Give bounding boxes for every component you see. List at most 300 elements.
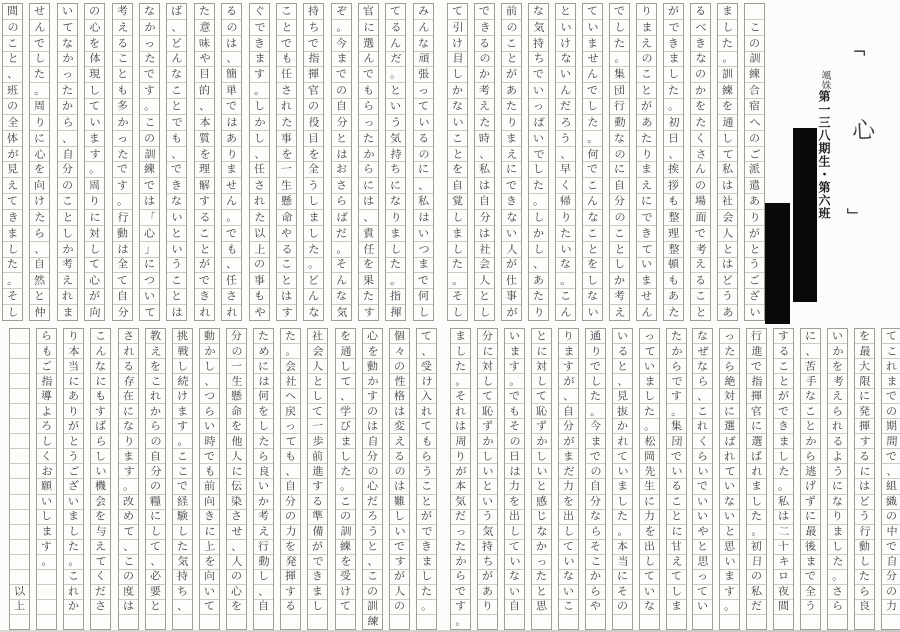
character-cell: で [747, 359, 766, 374]
character-cell: 行 [855, 525, 874, 540]
character-cell: き [637, 226, 656, 242]
character-cell: 持 [478, 540, 497, 555]
character-cell: キ [774, 555, 793, 570]
character-cell: 考 [610, 289, 629, 305]
character-cell: す [363, 305, 375, 320]
character-cell: あ [222, 131, 241, 147]
character-cell: 思 [532, 600, 551, 615]
character-cell: が [559, 374, 578, 389]
character-cell: た [747, 510, 766, 525]
character-cell: で [667, 374, 686, 389]
character-cell: こ [195, 226, 214, 242]
character-cell: ま [173, 404, 192, 419]
character-cell: る [414, 131, 433, 147]
text-column [280, 328, 301, 630]
character-cell: い [478, 495, 497, 510]
character-cell [586, 615, 605, 629]
character-cell: し [386, 242, 405, 258]
character-cell: 、 [227, 540, 246, 555]
character-cell: 格 [390, 389, 409, 404]
character-cell: の [637, 52, 656, 68]
text-column [166, 3, 187, 321]
character-cell: 場 [691, 194, 710, 210]
character-cell [828, 615, 847, 629]
character-cell: 。 [332, 20, 351, 36]
character-cell: け [556, 36, 575, 52]
character-cell: て [417, 419, 436, 434]
character-cell: 自 [58, 147, 77, 163]
character-cell: と [167, 289, 186, 305]
character-cell: 行 [113, 210, 132, 226]
character-cell: 進 [308, 464, 327, 479]
character-cell: こ [167, 83, 186, 99]
character-cell: 。 [30, 83, 49, 99]
character-cell: 、 [3, 67, 22, 83]
character-cell: さ [828, 585, 847, 600]
character-cell: 全 [304, 162, 323, 178]
character-cell: て [336, 374, 355, 389]
character-cell: あ [664, 289, 683, 305]
character-cell: に [227, 464, 246, 479]
character-cell: と [167, 99, 186, 115]
character-cell: が [745, 226, 764, 242]
character-cell: 今 [586, 419, 605, 434]
character-cell: へ [745, 115, 764, 131]
character-cell: す [363, 389, 382, 404]
character-cell: す [559, 359, 578, 374]
character-cell: 目 [304, 131, 323, 147]
character-cell: 。 [304, 258, 323, 274]
character-cell: ら [828, 404, 847, 419]
character-cell: っ [113, 131, 132, 147]
text-column [139, 3, 160, 321]
text-column [636, 3, 657, 321]
text-column [221, 3, 242, 321]
character-cell: り [533, 305, 545, 320]
character-cell: し [610, 258, 629, 274]
character-cell: 一 [277, 162, 296, 178]
character-cell: は [390, 479, 409, 494]
character-cell: す [119, 464, 138, 479]
character-cell: 、 [359, 210, 378, 226]
character-cell: こ [583, 226, 602, 242]
character-cell: に [828, 479, 847, 494]
character-cell: 自 [281, 479, 300, 494]
character-cell: き [167, 178, 186, 194]
character-cell: 周 [451, 434, 470, 449]
character-cell: 、 [801, 344, 820, 359]
character-cell: 、 [414, 178, 433, 194]
character-cell: 。 [332, 242, 351, 258]
character-cell: な [386, 194, 405, 210]
character-cell: を [195, 147, 214, 163]
character-cell: 以 [250, 226, 269, 242]
character-cell [10, 359, 29, 374]
character-cell: し [529, 210, 548, 226]
character-cell: い [254, 479, 273, 494]
character-cell: た [277, 115, 296, 131]
character-cell: な [119, 419, 138, 434]
character-cell: こ [583, 178, 602, 194]
character-cell: い [693, 464, 712, 479]
character-cell: を [336, 555, 355, 570]
character-cell: そ [448, 289, 467, 305]
character-cell: し [173, 525, 192, 540]
character-cell: り [30, 115, 49, 131]
character-cell: れ [198, 305, 211, 320]
character-cell: の [747, 570, 766, 585]
character-cell: え [58, 273, 77, 289]
character-cell: 組 [882, 479, 900, 494]
character-cell: ち [478, 555, 497, 570]
character-cell: し [417, 570, 436, 585]
character-cell: 抜 [613, 404, 632, 419]
character-cell: き [475, 20, 494, 36]
character-cell [745, 4, 764, 20]
character-cell: 動 [855, 540, 874, 555]
character-cell: ま [640, 374, 659, 389]
character-cell: い [532, 464, 551, 479]
character-cell: り [502, 115, 521, 131]
character-cell: 。 [718, 52, 737, 68]
character-cell: 伝 [227, 479, 246, 494]
character-cell: 心 [227, 585, 246, 600]
character-cell: 。 [140, 99, 159, 115]
character-cell: た [667, 329, 686, 344]
character-cell: 当 [64, 359, 83, 374]
character-cell: 考 [691, 242, 710, 258]
character-cell: い [167, 210, 186, 226]
character-cell: い [91, 464, 110, 479]
character-cell: 自 [610, 178, 629, 194]
character-cell: こ [586, 555, 605, 570]
character-cell: ま [386, 226, 405, 242]
character-cell: 。 [85, 162, 104, 178]
character-cell: 見 [3, 162, 22, 178]
text-column [504, 328, 525, 630]
character-cell: 事 [250, 273, 269, 289]
character-cell: 指 [386, 289, 405, 305]
character-cell: 揮 [747, 389, 766, 404]
character-cell: は [774, 510, 793, 525]
character-cell: 大 [855, 359, 874, 374]
character-cell [390, 615, 409, 629]
character-cell: 。 [640, 419, 659, 434]
character-cell: 、 [222, 52, 241, 68]
character-cell: れ [747, 464, 766, 479]
character-cell: て [85, 99, 104, 115]
character-cell: う [386, 115, 405, 131]
character-cell: も [277, 52, 296, 68]
character-cell: ば [720, 434, 739, 449]
character-cell: 私 [414, 194, 433, 210]
text-column [528, 3, 549, 321]
character-cell: こ [113, 52, 132, 68]
character-cell: い [749, 305, 761, 320]
character-cell: 合 [745, 83, 764, 99]
essay-title: 心 [851, 117, 876, 145]
character-cell: 準 [308, 510, 327, 525]
character-cell: ま [448, 226, 467, 242]
character-cell [10, 540, 29, 555]
character-cell: ど [167, 36, 186, 52]
character-cell: で [195, 273, 214, 289]
character-cell: 「 [140, 210, 159, 226]
character-cell: が [417, 510, 436, 525]
character-cell: 歩 [308, 434, 327, 449]
character-cell: す [281, 585, 300, 600]
character-cell: が [451, 464, 470, 479]
character-cell: な [332, 289, 351, 305]
character-cell [10, 404, 29, 419]
character-cell: ま [637, 273, 656, 289]
character-cell: 整 [664, 210, 683, 226]
character-cell: 初 [664, 115, 683, 131]
character-cell: で [200, 449, 219, 464]
character-cell: 任 [250, 162, 269, 178]
character-cell: 多 [113, 99, 132, 115]
character-cell: も [664, 194, 683, 210]
character-cell: げ [801, 479, 820, 494]
character-cell: 生 [640, 479, 659, 494]
character-cell [855, 615, 874, 629]
character-cell: 向 [30, 178, 49, 194]
character-cell: え [91, 540, 110, 555]
character-cell: 甘 [667, 540, 686, 555]
character-cell: ん [304, 289, 323, 305]
character-cell: だ [386, 52, 405, 68]
character-cell: 考 [828, 374, 847, 389]
character-cell: は [505, 464, 524, 479]
character-cell: に [414, 162, 433, 178]
character-cell: と [745, 242, 764, 258]
character-cell: た [610, 36, 629, 52]
character-cell: 受 [336, 570, 355, 585]
character-cell: 。 [386, 67, 405, 83]
character-cell: に [91, 374, 110, 389]
character-cell: 以 [10, 585, 29, 600]
character-cell: 訓 [745, 52, 764, 68]
character-cell: っ [532, 555, 551, 570]
character-cell: ち [386, 162, 405, 178]
character-cell: 張 [414, 67, 433, 83]
character-cell: ま [64, 510, 83, 525]
character-cell: 自 [363, 434, 382, 449]
character-cell: 験 [173, 510, 192, 525]
character-cell: ま [583, 36, 602, 52]
character-cell: 。 [281, 344, 300, 359]
character-cell: た [583, 115, 602, 131]
character-cell: う [363, 525, 382, 540]
character-cell: し [146, 525, 165, 540]
character-cell: た [556, 226, 575, 242]
character-cell: い [167, 242, 186, 258]
character-cell: し [448, 67, 467, 83]
text-column [690, 3, 711, 321]
character-cell: な [801, 389, 820, 404]
character-cell: た [664, 83, 683, 99]
character-cell: 指 [747, 374, 766, 389]
character-cell: か [200, 344, 219, 359]
character-cell: 指 [37, 374, 56, 389]
character-cell: で [529, 67, 548, 83]
character-cell: で [167, 115, 186, 131]
character-cell: 、 [167, 20, 186, 36]
character-cell: 。 [667, 404, 686, 419]
character-cell [10, 525, 29, 540]
character-cell: た [475, 115, 494, 131]
character-cell: し [308, 600, 327, 615]
text-column [413, 3, 434, 321]
character-cell: こ [173, 464, 192, 479]
character-cell: こ [559, 600, 578, 615]
character-cell: 持 [304, 4, 323, 20]
character-cell: 懸 [227, 389, 246, 404]
character-cell [10, 464, 29, 479]
character-cell: し [336, 359, 355, 374]
character-cell: 挑 [173, 329, 192, 344]
character-cell: で [583, 162, 602, 178]
character-cell: と [386, 83, 405, 99]
character-cell: 気 [529, 20, 548, 36]
character-cell: う [718, 289, 737, 305]
character-cell: い [583, 20, 602, 36]
character-cell: 人 [227, 555, 246, 570]
character-cell: ん [641, 305, 653, 320]
character-cell: は [119, 600, 138, 615]
character-cell: じ [532, 510, 551, 525]
character-cell: な [610, 131, 629, 147]
character-cell: る [390, 449, 409, 464]
character-cell: を [505, 495, 524, 510]
character-cell: 心 [30, 147, 49, 163]
character-cell: ま [505, 344, 524, 359]
character-cell: か [586, 570, 605, 585]
character-cell: こ [277, 4, 296, 20]
character-cell: す [281, 305, 293, 320]
character-cell: 単 [222, 83, 241, 99]
character-cell: る [222, 4, 241, 20]
character-cell: の [363, 404, 382, 419]
character-cell: た [359, 131, 378, 147]
character-cell: 通 [586, 329, 605, 344]
character-cell: で [30, 36, 49, 52]
character-cell: し [718, 20, 737, 36]
character-cell: の [882, 404, 900, 419]
character-cell: し [747, 495, 766, 510]
character-cell: も [91, 389, 110, 404]
character-cell: で [359, 67, 378, 83]
character-cell: の [281, 510, 300, 525]
character-cell: が [390, 570, 409, 585]
character-cell: 持 [529, 36, 548, 52]
character-cell: 限 [855, 374, 874, 389]
text-column [450, 328, 471, 630]
character-cell: で [637, 210, 656, 226]
character-cell: に [747, 419, 766, 434]
title-bracket-open: 「 [848, 40, 867, 57]
character-cell: に [64, 374, 83, 389]
character-cell: こ [693, 404, 712, 419]
character-cell: で [222, 99, 241, 115]
character-cell: り [119, 434, 138, 449]
character-cell: と [448, 147, 467, 163]
character-cell: 期 [882, 419, 900, 434]
character-cell: 先 [640, 464, 659, 479]
character-cell: う [64, 449, 83, 464]
character-cell: 任 [222, 273, 241, 289]
character-cell: 官 [747, 404, 766, 419]
character-cell: て [637, 242, 656, 258]
character-cell: す [195, 194, 214, 210]
character-cell: こ [801, 404, 820, 419]
character-cell: 向 [200, 570, 219, 585]
character-cell: ば [167, 4, 186, 20]
character-cell: た [173, 540, 192, 555]
character-cell: い [502, 226, 521, 242]
character-cell: の [336, 510, 355, 525]
text-column [447, 3, 468, 321]
character-cell: こ [119, 555, 138, 570]
character-cell: で [250, 20, 269, 36]
character-cell: に [801, 329, 820, 344]
character-cell: の [3, 20, 22, 36]
character-cell: ず [801, 495, 820, 510]
text-column [145, 328, 166, 630]
character-cell: と [58, 210, 77, 226]
character-cell: こ [58, 194, 77, 210]
character-cell [720, 615, 739, 629]
character-cell: や [253, 305, 266, 320]
character-cell: こ [146, 374, 165, 389]
character-cell: に [200, 525, 219, 540]
character-cell: で [882, 540, 900, 555]
character-cell: り [745, 210, 764, 226]
character-cell: ご [745, 273, 764, 289]
character-cell: て [58, 20, 77, 36]
character-cell: て [144, 305, 156, 320]
character-cell: あ [722, 305, 734, 320]
character-cell: な [91, 359, 110, 374]
text-column [112, 3, 133, 321]
character-cell: だ [747, 600, 766, 615]
character-cell: し [529, 242, 548, 258]
character-cell: ま [451, 329, 470, 344]
character-cell: 、 [30, 242, 49, 258]
character-cell: に [478, 344, 497, 359]
character-cell: は [113, 242, 132, 258]
character-cell: の [390, 600, 409, 615]
character-cell: を [828, 359, 847, 374]
character-cell: い [559, 555, 578, 570]
character-cell [747, 615, 766, 629]
character-cell: 頓 [664, 258, 683, 274]
character-cell: 分 [586, 495, 605, 510]
text-column [335, 328, 356, 630]
character-cell: こ [610, 226, 629, 242]
character-cell: 対 [532, 359, 551, 374]
character-cell: り [828, 510, 847, 525]
character-cell: か [451, 555, 470, 570]
character-cell: 難 [390, 495, 409, 510]
character-cell: と [167, 226, 186, 242]
character-cell: り [556, 210, 575, 226]
character-cell: は [451, 419, 470, 434]
character-cell: た [304, 242, 323, 258]
character-cell: を [718, 99, 737, 115]
character-cell: と [64, 434, 83, 449]
character-cell: で [610, 4, 629, 20]
